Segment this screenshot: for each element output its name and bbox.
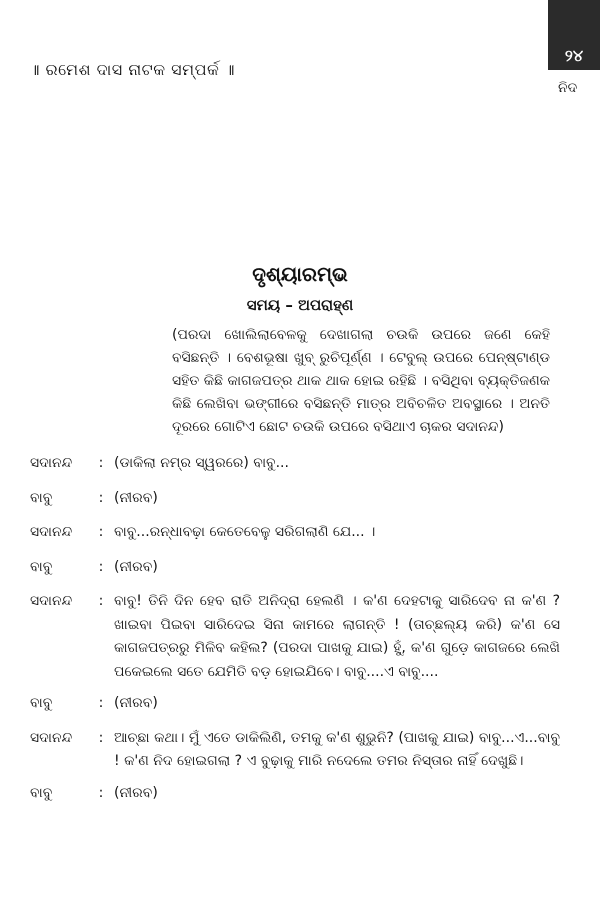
dialogue-line — [30, 487, 560, 511]
dialogue-line — [30, 452, 560, 476]
scene-time: ସମୟ – ଅପରାହ୍ଣ — [246, 296, 354, 314]
speaker-separator: : — [98, 558, 104, 575]
dialogue-line — [30, 782, 560, 806]
dialogue-line — [30, 590, 560, 684]
speaker-name: ସଦାନନ୍ଦ — [30, 524, 73, 540]
speaker-separator: : — [98, 695, 104, 711]
speaker-separator: : — [98, 489, 104, 506]
speaker-separator: : — [98, 455, 104, 471]
book-title-header: ॥ ରମେଶ ଦାସ ନାଟକ ସମ୍ପର୍କ ॥ — [30, 60, 235, 79]
speaker-name: ବାବୁ — [30, 558, 53, 575]
speech-text: (ନୀରବ) — [114, 558, 158, 575]
dialogue-list — [30, 452, 560, 816]
speaker-name: ସଦାନନ୍ଦ — [30, 729, 73, 746]
dialogue-line — [30, 692, 560, 716]
speech-text: ବାବୁ...ରନ୍ଧାବଢ଼ା କେତେବେଳୁ ସରିଗଲାଣି ଯେ... । — [114, 524, 376, 540]
dialogue-line — [30, 521, 560, 545]
speech-text: (ନୀରବ) — [114, 784, 158, 801]
speaker-separator: : — [98, 524, 104, 540]
speaker-separator: : — [98, 593, 104, 609]
speaker-name: ବାବୁ — [30, 695, 53, 711]
speaker-name: ବାବୁ — [30, 784, 53, 801]
speaker-name: ବାବୁ — [30, 489, 53, 506]
speaker-separator: : — [98, 729, 104, 746]
speech-text: (ନୀରବ) — [114, 695, 158, 711]
play-name-header: ନିଦ — [558, 80, 578, 96]
speech-text: (ଡାକିଲା ନମ୍ର ସ୍ୱରରେ) ବାବୁ... — [114, 455, 289, 471]
speaker-name: ସଦାନନ୍ଦ — [30, 455, 73, 471]
speech-text: ବାବୁ! ତିନି ଦିନ ହେବ ରାତି ଅନିଦ୍ରା ହେଲଣି । କ'ଣ ଦେହଟାକୁ ସାରିଦେବ ନା କ'ଣ ? ଖାଇବା ପିଇବା ସାରିଦେଇ ସିନା କାମରେ ଲାଗନ୍ତି ! (ତାଚ୍ଛଲ୍ୟ କରି) କ'ଣ ସେ କାଗଜପତ୍ରରୁ ମିଳିବ କହିଲ? (ପରଦା ପାଖକୁ ଯାଇ) ହୁଁ, କ'ଣ ଗୁଡ଼େ କାଗଜରେ ଲେଖି ପକେଇଲେ ସତେ ଯେମିତି ବଡ଼ ହୋଇଯିବେ। ବାବୁ....ଏ ବାବୁ.... — [114, 593, 560, 680]
scene-title: ଦୃଶ୍ୟାରମ୍ଭ — [252, 262, 348, 286]
speech-text: ଆଚ୍ଛା କଥା। ମୁଁ ଏତେ ଡାକିଲିଣି, ତମକୁ କ'ଣ ଶୁଭୁନି? (ପାଖକୁ ଯାଇ) ବାବୁ...ଏ...ବାବୁ ! କ'ଣ ନିଦ ହୋଇଗଲା ? ଏ ବୁଢ଼ାକୁ ମାରି ନଦେଲେ ତମର ନିସ୍ତାର ନାହିଁ ଦେଖୁଛି। — [114, 729, 560, 769]
speech-text: (ନୀରବ) — [114, 489, 158, 506]
page-number-tab: ୨୪ — [548, 0, 600, 70]
speaker-separator: : — [98, 784, 104, 801]
stage-direction: (ପରଦା ଖୋଲିଲାବେଳକୁ ଦେଖାଗଲା ଚଉକି ଉପରେ ଜଣେ କେହି ବସିଛନ୍ତି । ବେଶଭୂଷା ଖୁବ୍ ରୁଚିପୂର୍ଣ୍ଣ । ଟେବୁଲ୍ ଉପରେ ପେନ୍‌ଷ୍ଟାଣ୍ଡ ସହିତ କିଛି କାଗଜପତ୍ର ଥାକ ଥାକ ହୋଇ ରହିଛି । ବସିଥିବା ବ୍ୟକ୍ତିଜଣକ କିଛି ଲେଖିବା ଭଙ୍ଗୀରେ ବସିଛନ୍ତି ମାତ୍ର ଅବିଚଳିତ ଅବସ୍ଥାରେ । ଅନତି ଦୂରରେ ଗୋଟିଏ ଛୋଟ ଚଉକି ଉପରେ ବସିଥାଏ ଚାକର ସଦାନନ୍ଦ) — [172, 327, 550, 435]
speaker-name: ସଦାନନ୍ଦ — [30, 593, 73, 609]
dialogue-line — [30, 556, 560, 580]
dialogue-line — [30, 727, 560, 774]
